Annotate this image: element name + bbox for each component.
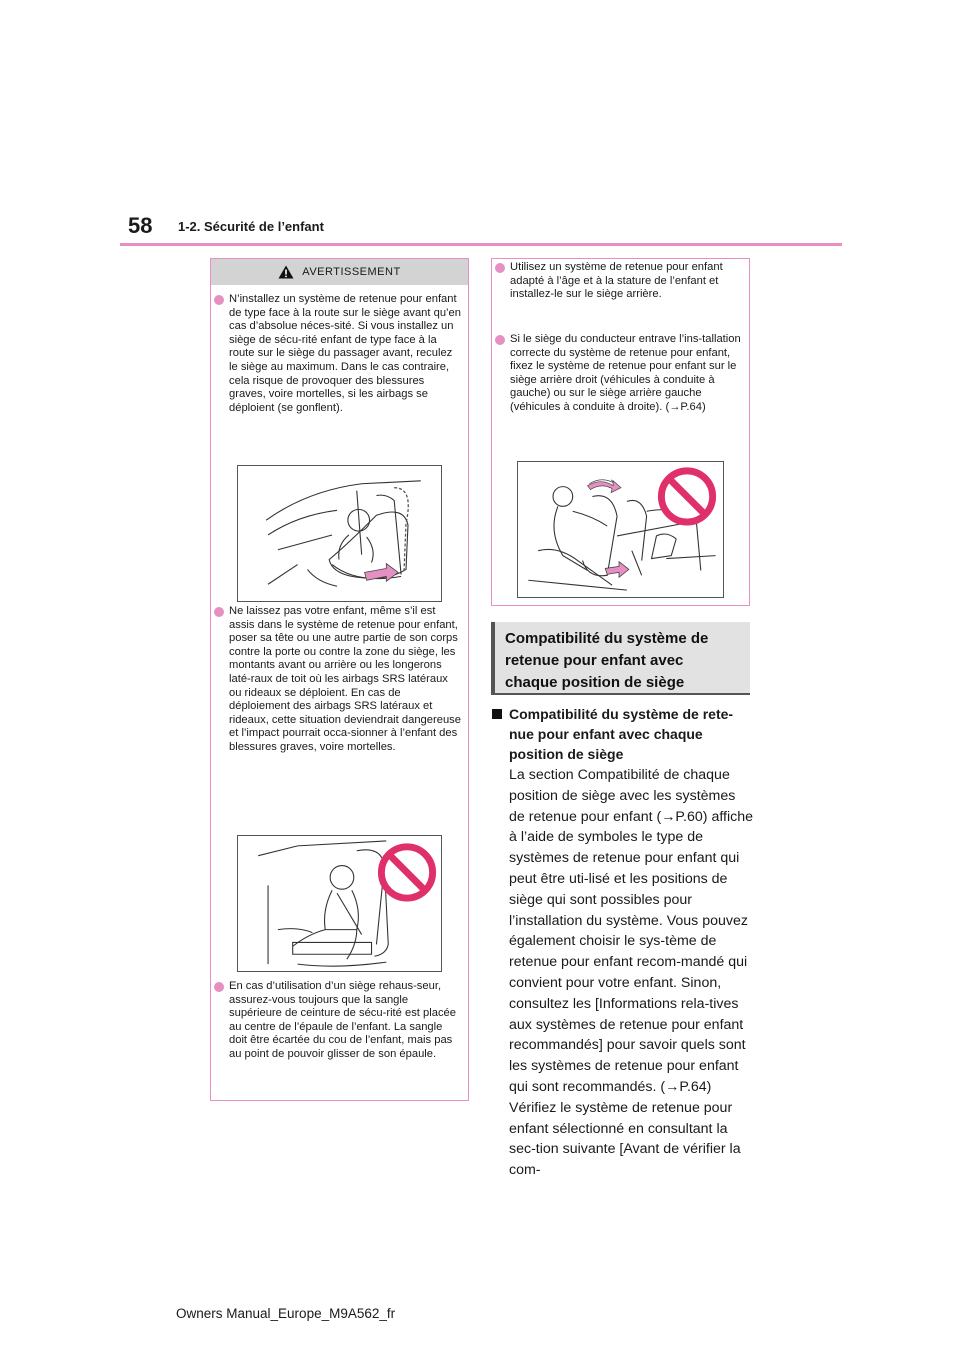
section-title: 1-2. Sécurité de l’enfant	[178, 219, 324, 234]
booster-seat-illustration-icon	[238, 836, 441, 971]
bullet-dot-icon	[214, 607, 224, 617]
warning-triangle-icon	[278, 265, 294, 279]
bullet-dot-icon	[214, 982, 224, 992]
bullet-dot-icon	[214, 295, 224, 305]
page-number: 58	[128, 213, 153, 238]
info-bullet-text: Si le siège du conducteur entrave l’ins-tallation correcte du système de retenue pour enfant, fixez le système de retenue pour enfant sur le siège arrière droit (véhicules à conduite à gauche) ou sur le siège arrière gauche (véhicules à conduite à droite). (→P.64)	[510, 333, 741, 413]
compatibility-section-banner	[491, 622, 750, 695]
info-bullet-rear-seat	[495, 261, 743, 302]
warning-bullet-airbags	[214, 605, 462, 755]
figure-driver-seat-obstruction	[517, 461, 724, 598]
figure-front-seat-child-restraint	[237, 465, 442, 602]
bullet-dot-icon	[495, 263, 505, 273]
warning-bullet-front-seat	[214, 293, 462, 415]
compatibility-sub-heading	[491, 704, 750, 764]
info-bullet-text: Utilisez un système de retenue pour enfant adapté à l’âge et à la stature de l’enfant et installez-le sur le siège arrière.	[510, 261, 723, 301]
warning-bullet-booster-seat	[214, 980, 462, 1062]
warning-bullet-text: N’installez un système de retenue pour enfant de type face à la route sur le siège avant qu’en cas d’absolue néces-sité. Si vous installez un siège de sécu-rité enfant de type face à la route sur le siège du passager avant, reculez le siège au maximum. Dans le cas contraire, cela risque de provoquer des blessures graves, voire mortelles, si les airbags se déploient (se gonflent).	[229, 293, 461, 414]
info-bullet-driver-seat	[495, 333, 743, 415]
warning-header	[211, 259, 468, 285]
bullet-dot-icon	[495, 335, 505, 345]
warning-bullet-text: En cas d’utilisation d’un siège rehaus-seur, assurez-vous toujours que la sangle supérieure de ceinture de sécu-rité est placée au centre de l’épaule de l’enfant. La sangle doit être écartée du cou de l’enfant, mais pas au point de pouvoir glisser de son épaule.	[229, 980, 456, 1060]
compatibility-banner-title: Compatibilité du système de retenue pour enfant avec chaque position de siège	[505, 630, 709, 691]
driver-seat-illustration-icon	[518, 462, 723, 597]
footer-manual-id: Owners Manual_Europe_M9A562_fr	[176, 1306, 396, 1321]
sub-heading-text: Compatibilité du système de rete-nue pour enfant avec chaque position de siège	[509, 706, 734, 762]
square-bullet-icon	[492, 709, 502, 719]
warning-bullet-text: Ne laissez pas votre enfant, même s’il est assis dans le système de retenue pour enfant, poser sa tête ou une autre partie de son corps contre la porte ou contre la zone du siège, les montants avant ou arrière ou les longerons laté-raux de toit où les airbags SRS latéraux ou rideaux se déploient. En cas de déploiement des airbags SRS latéraux et rideaux, cette situation deviendrait dangereuse et l’impact pourrait occa-sionner à l’enfant des blessures graves, voire mortelles.	[229, 605, 461, 753]
warning-title: AVERTISSEMENT	[302, 266, 401, 278]
front-seat-illustration-icon	[238, 466, 441, 601]
figure-booster-seat-prohibited	[237, 835, 442, 972]
header-rule	[120, 243, 842, 246]
compatibility-body-paragraph: La section Compatibilité de chaque position de siège avec les systèmes de retenue pour enfant (→P.60) affiche à l’aide de symboles le type de systèmes de retenue pour enfant qui peut être uti-lisé et les positions de siège qui sont possibles pour l’installation du système. Vous pouvez également choisir le sys-tème de retenue pour enfant recom-mandé qui convient pour votre enfant. Sinon, consultez les [Informations rela-tives aux systèmes de retenue pour enfant recommandés] pour savoir quels sont les systèmes de retenue pour enfant qui sont recommandés. (→P.64) Vérifiez le système de retenue pour enfant sélectionné en consultant la sec-tion suivante [Avant de vérifier la com-	[509, 767, 753, 1179]
